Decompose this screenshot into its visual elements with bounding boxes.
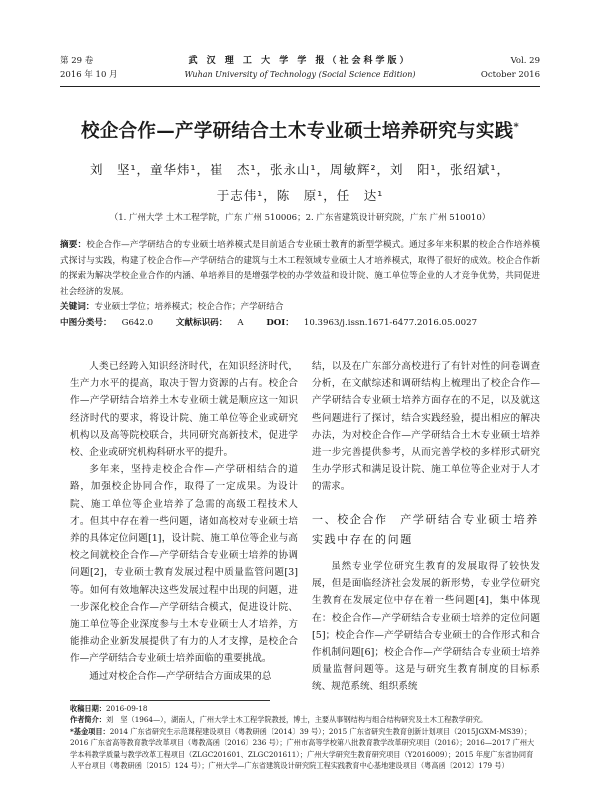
footnote-received bbox=[70, 703, 540, 714]
received-value: 2016-09-18 bbox=[105, 704, 148, 713]
body-column-right bbox=[312, 358, 540, 496]
header-right bbox=[481, 54, 540, 82]
footnotes bbox=[70, 703, 540, 771]
keywords-text: 专业硕士学位；培养模式；校企合作；产学研结合 bbox=[94, 302, 284, 313]
title-footnote-mark: * bbox=[513, 122, 519, 133]
running-header bbox=[60, 54, 540, 88]
doc-code-label: 文献标识码： bbox=[175, 317, 228, 328]
header-rule bbox=[60, 86, 540, 87]
article-title bbox=[40, 116, 560, 144]
header-journal-en: Wuhan University of Technology (Social Science Edition) bbox=[184, 70, 416, 79]
header-date-en: October 2016 bbox=[480, 70, 540, 80]
body-column-left bbox=[70, 358, 298, 685]
authors-line-2: 于志伟¹，陈 原¹，任 达¹ bbox=[216, 188, 384, 203]
header-date: 2016 年 10 月 bbox=[60, 70, 118, 80]
section-heading: 一、校企合作 产学研结合专业硕士培养实践中存在的问题 bbox=[312, 513, 539, 546]
keywords-label: 关键词： bbox=[60, 302, 95, 313]
abstract-text: 校企合作—产学研结合的专业硕士培养模式是目前适合专业硕士教育的新型学模式。通过多年来积累的校企合作培养模式探讨与实践，构建了校企合作—产学研结合的建筑与土木工程领域专业硕士人才培养模式，取得了很好的成效。校企合作新的探索为解决学校企业合作的内涵、单培养目的是增强学校的办学效益和设计院、施工单位等企业的人才竞争优势，共同促进社会经济的发展。 bbox=[60, 240, 540, 297]
received-label: 收稿日期： bbox=[70, 704, 106, 713]
fund-label: *基金项目： bbox=[70, 726, 110, 736]
header-volume: 第 29 卷 bbox=[60, 56, 94, 66]
doc-code-value: A bbox=[237, 317, 244, 328]
article-title-text: 校企合作—产学研结合土木专业硕士培养研究与实践 bbox=[81, 121, 514, 143]
doi-label: DOI： bbox=[266, 317, 294, 328]
header-center bbox=[60, 54, 540, 82]
body-paragraph: 人类已经跨入知识经济时代，在知识经济时代，生产力水平的提高，取决于智力资源的占有。校企合作—产学研结合培养土木专业硕士就是顺应这一知识经济时代的要求，将设计院、施工单位等企业或研究机构以及高等院校联合，共同研究高新技术，促进学校、企业或研究机构科研水平的提升。 bbox=[70, 361, 298, 459]
affiliation: （1. 广州大学 土木工程学院，广东 广州 510006；2. 广东省建筑设计研究院，广东 广州 510010） bbox=[109, 213, 491, 223]
body-paragraph: 虽然专业学位研究生教育的发展取得了较快发展，但是面临经济社会发展的新形势，专业学位研究生教育在发展定位中存在着一些问题[4]，集中体现在：校企合作—产学研结合专业硕士培养的定位问题[5]；校企合作—产学研结合专业硕士的合作形式和合作机制问题[6]；校企合作—产学研结合专业硕士培养质量监督问题等。这是与研究生教育制度的目标系统、规范系统、组织系统 bbox=[312, 561, 540, 693]
authors-line-1: 刘 坚¹，童华炜¹，崔 杰¹，张永山¹，周敏辉²，刘 阳¹，张绍斌¹， bbox=[89, 162, 511, 177]
footnote-fund bbox=[70, 726, 540, 772]
author-bio-label: 作者简介： bbox=[70, 715, 106, 725]
keywords-row bbox=[60, 300, 540, 316]
header-journal-cn: 武 汉 理 工 大 学 学 报（社会科学版） bbox=[188, 56, 412, 66]
footnote-author bbox=[70, 714, 540, 725]
body-paragraph-continued: 结，以及在广东部分高校进行了有针对性的问卷调查分析，在文献综述和调研结构上梳理出了校企合作—产学研结合专业硕士培养方面存在的不足，以及就这些问题进行了探讨，结合实践经验，提出相应的解决办法，为对校企合作—产学研结合土木专业硕士培养进一步完善提供参考，从而完善学校的多样形式研究生办学形式和满足设计院、施工单位等企业对于人才的需求。 bbox=[312, 361, 540, 493]
abstract-block bbox=[60, 238, 540, 332]
doi-value: 10.3963/j.issn.1671-6477.2016.05.0027 bbox=[303, 317, 478, 328]
classification-row bbox=[60, 316, 540, 332]
author-bio-text: 刘 坚（1964—），湖南人，广州大学土木工程学院教授，博士，主要从事钢结构与组合结构研究及土木工程教学研究。 bbox=[105, 715, 488, 725]
header-vol-en: Vol. 29 bbox=[510, 56, 540, 66]
abstract-paragraph bbox=[60, 238, 540, 300]
body-paragraph: 多年来，坚持走校企合作—产学研相结合的道路，加强校企协同合作，取得了一定成果。为设计院、施工单位等企业培养了急需的高级工程技术人才。但其中存在着一些问题，诸如高校对专业硕士培养的具体定位问题[1]，设计院、施工单位等企业与高校之间就校企合作—产学研结合专业硕士培养的协调问题[2]，专业硕士教育发展过程中质量监管问题[3]等。如何有效地解决这些发展过程中出现的问题，进一步深化校企合作—产学研结合模式，促进设计院、施工单位等企业深度参与土木专业硕士人才培养，方能推动企业新发展提供了有力的人才支撑，是校企合作—产学研结合专业硕士培养面临的重要挑战。 bbox=[70, 464, 298, 665]
author-list bbox=[40, 157, 560, 209]
abstract-label: 摘要： bbox=[60, 240, 87, 250]
clc-label: 中图分类号： bbox=[60, 317, 112, 328]
body-paragraph: 通过对校企合作—产学研结合方面成果的总 bbox=[89, 670, 272, 682]
fund-text: 2014 广东省研究生示范课程建设项目（粤教研函〔2014〕39 号）；2015 广东省研究生教育创新计划项目（2015JGXM-MS39）；2016 广东省高等教育教学改革项目（粤教高函〔2016〕236 号）；广州市高等学校第八批教育教学改革研究项目（2016）；2016—2017 广州大学本科教学质量与教学改革工程项目（ZLGC201601、ZLGC201611）；广州大学研究生教育研究项目（Y2016009）；2015 年度广东省协同育人平台项目（粤教研函〔2015〕124 号）；广州大学—广东省建筑设计研究院工程实践教育中心基地建设项目（粤高函〔2012〕179 号） bbox=[70, 726, 535, 771]
body-column-right-lower bbox=[312, 558, 540, 696]
footnote-rule bbox=[70, 700, 270, 701]
clc-value: G642.0 bbox=[121, 317, 154, 328]
